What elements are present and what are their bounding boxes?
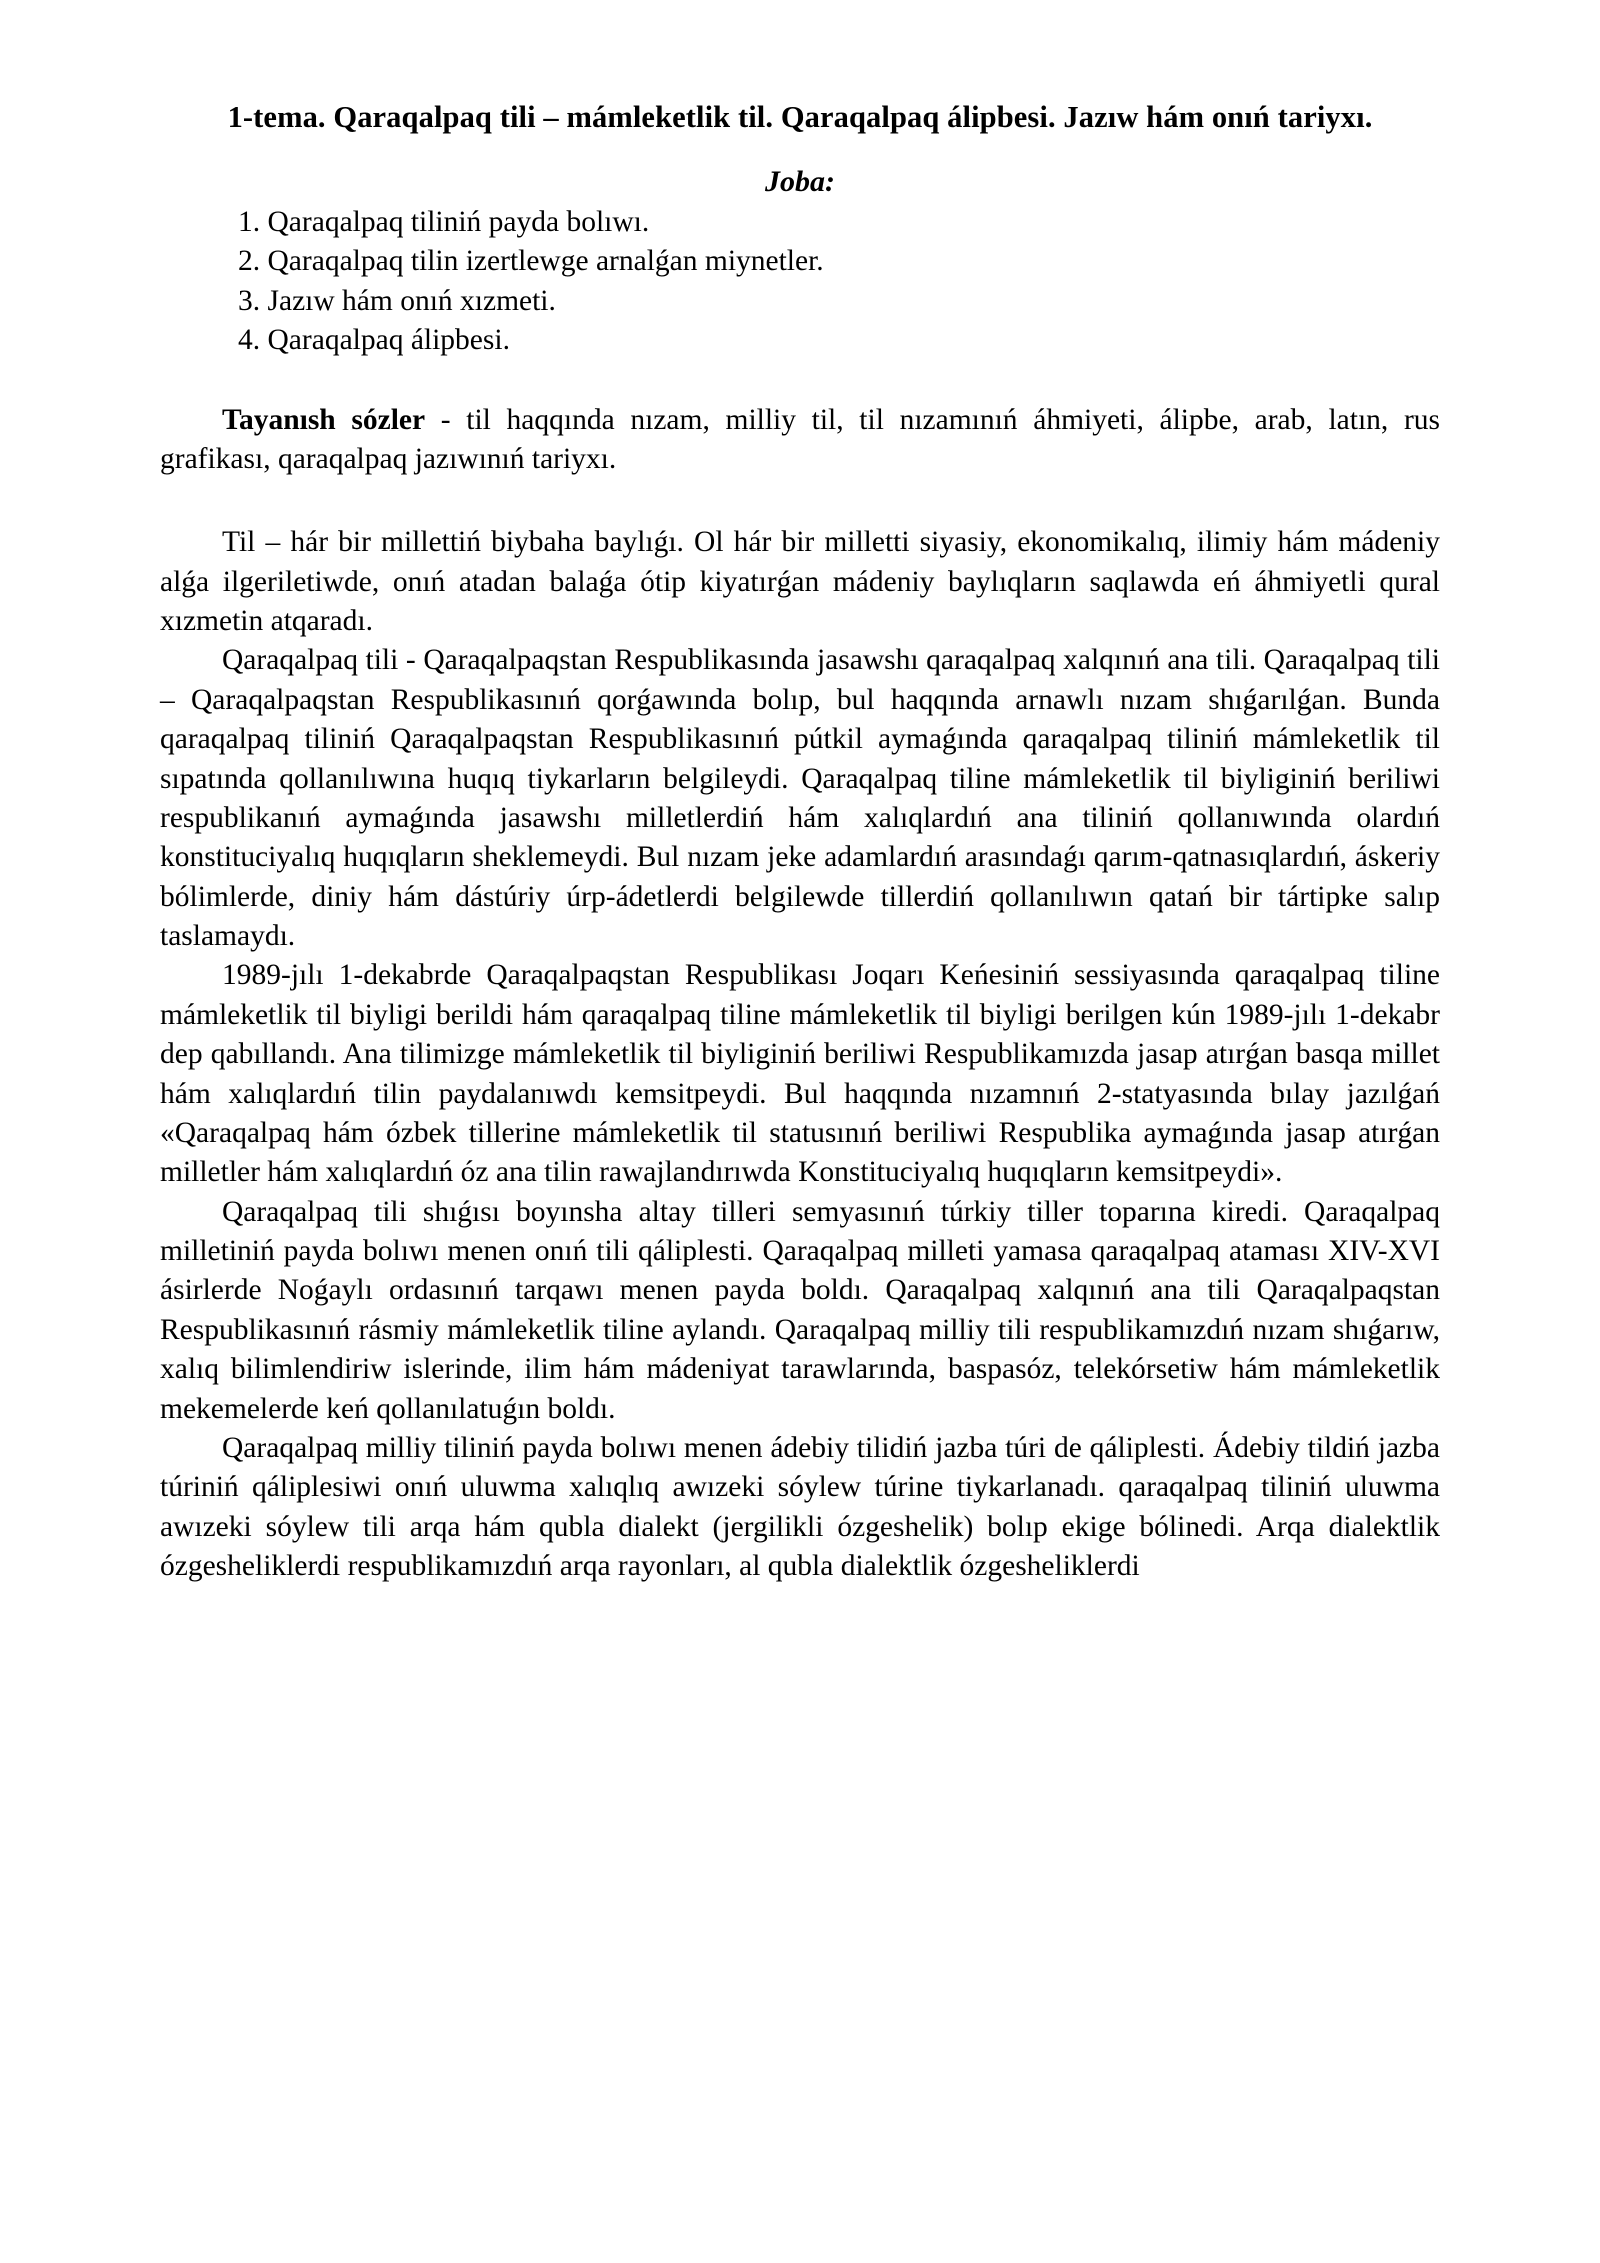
page-title: 1-tema. Qaraqalpaq tili – mámleketlik til. Qaraqalpaq álipbesi. Jazıw hám onıń tariyxı. [227,100,1373,134]
paragraph: Til – hár bir millettiń biybaha baylıǵı. Ol hár bir milletti siyasiy, ekonomikalıq, ilimiy hám mádeniy alǵa ilgeriletiwde, onıń atadan balaǵa ótip kiyatırǵan mádeniy baylıqların saqlawda eń áhmiyetli qural xızmetin atqaradı. [160,526,1440,638]
keywords-text: - til haqqında nızam, milliy til, til nızamınıń áhmiyeti, álipbe, arab, latın, rus grafikası, qaraqalpaq jazıwınıń tariyxı. [160,403,1440,475]
list-item: 4. Qaraqalpaq álipbesi. [238,324,510,357]
joba-heading: Joba: [765,165,835,199]
paragraph: 1989-jılı 1-dekabrde Qaraqalpaqstan Respublikası Joqarı Keńesiniń sessiyasında qaraqalpaq tiline mámleketlik til biyligi berildi hám qaraqalpaq tiline mámleketlik til biyligi berilgen kún 1989-jılı 1-dekabr dep qabıllandı. Ana tilimizge mámleketlik til biyliginiń beriliwi Respublikamızda jasap atırǵan basqa millet hám xalıqlardıń tilin paydalanıwdı kemsitpeydi. Bul haqqında nızamnıń 2-statyasında bılay jazılǵań «Qaraqalpaq hám ózbek tillerine mámleketlik til statusınıń beriliwi Respublika aymaǵında jasap atırǵan milletler hám xalıqlardıń óz ana tilin rawajlandırıwda Konstituciyalıq huqıqların kemsitpeydi». [160,959,1440,1189]
body-text [160,523,1440,1586]
keywords-paragraph [160,401,1440,480]
paragraph: Qaraqalpaq tili shıǵısı boyınsha altay tilleri semyasınıń túrkiy tiller toparına kiredi. Qaraqalpaq milletiniń payda bolıwı menen onıń tili qáliplesti. Qaraqalpaq milleti yamasa qaraqalpaq ataması XIV-XVI ásirlerde Noǵaylı ordasınıń tarqawı menen payda boldı. Qaraqalpaq xalqınıń ana tili Qaraqalpaqstan Respublikasınıń rásmiy mámleketlik tiline aylandı. Qaraqalpaq milliy tili respublikamızdıń nızam shıǵarıw, xalıq bilimlendiriw islerinde, ilim hám mádeniyat tarawlarında, baspasóz, telekórsetiw hám mámleketlik mekemelerde keń qollanılatuǵın boldı. [160,1195,1440,1425]
list-item: 1. Qaraqalpaq tiliniń payda bolıwı. [238,206,650,239]
paragraph: Qaraqalpaq tili - Qaraqalpaqstan Respublikasında jasawshı qaraqalpaq xalqınıń ana tili. Qaraqalpaq tili – Qaraqalpaqstan Respublikasınıń qorǵawında bolıp, bul haqqında arnawlı nızam shıǵarılǵan. Bunda qaraqalpaq tiliniń Qaraqalpaqstan Respublikasınıń pútkil aymaǵında qaraqalpaq tiliniń mámleketlik til sıpatında qollanılıwına huqıq tiykarların belgileydi. Qaraqalpaq tiline mámleketlik til biyliginiń beriliwi respublikanıń aymaǵında jasawshı milletlerdiń hám xalıqlardıń ana tiliniń qollanıwında olardıń konstituciyalıq huqıqların sheklemeydi. Bul nızam jeke adamlardıń arasındaǵı qarım-qatnasıqlardıń, áskeriy bólimlerde, diniy hám dástúriy úrp-ádetlerdi belgilewde tillerdiń qollanılıwın qatań bir tártipke salıp taslamaydı. [160,644,1440,953]
keywords-label: Tayanısh sózler [222,403,426,436]
list-item: 3. Jazıw hám onıń xızmeti. [238,284,556,317]
paragraph: Qaraqalpaq milliy tiliniń payda bolıwı menen ádebiy tilidiń jazba túri de qáliplesti. Ádebiy tildiń jazba túriniń qáliplesiwi onıń uluwma xalıqlıq awızeki sóylew túrine tiykarlanadı. qaraqalpaq tiliniń uluwma awızeki sóylew tili arqa hám qubla dialekt (jergilikli ózgeshelik) bolıp ekige bólinedi. Arqa dialektlik ózgesheliklerdi respublikamızdıń arqa rayonları, al qubla dialektlik ózgesheliklerdi [160,1431,1440,1583]
agenda-list [160,203,1440,361]
list-item: 2. Qaraqalpaq tilin izertlewge arnalǵan miynetler. [238,245,824,278]
